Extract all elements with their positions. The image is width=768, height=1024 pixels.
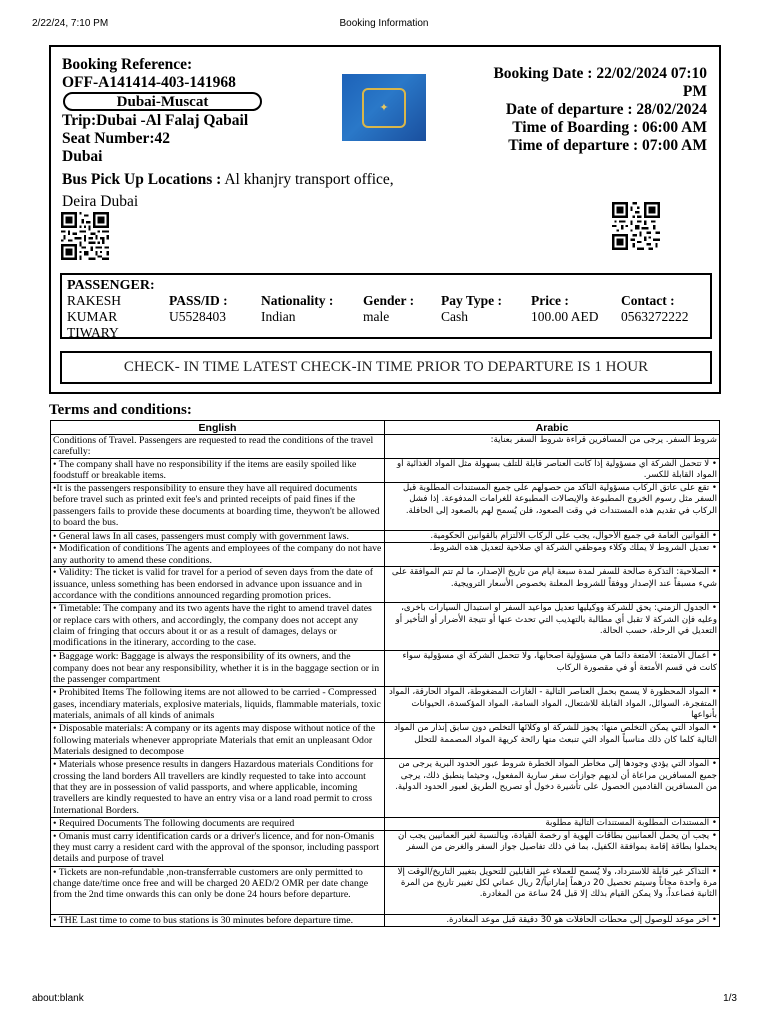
- term-arabic: شروط السفر. يرجى من المسافرين قراءة شروط السفر بعناية:: [385, 435, 720, 459]
- departure-time: Time of departure : 07:00 AM: [508, 137, 707, 154]
- term-arabic: • المستندات المطلوبة المستندات التالية مطلوبة: [385, 818, 720, 830]
- term-english: • Timetable: The company and its two agents have the right to amend travel dates or replace cars with others, and accordingly, the company does not accept any claim of fringing that occurs about it or as a result of damages, delays or modifications in the itinerary, according to the case.: [51, 603, 385, 651]
- print-url: about:blank: [32, 993, 84, 1004]
- column-header-english: English: [51, 421, 385, 435]
- nationality-value: Indian: [261, 309, 296, 324]
- term-arabic: • الجدول الزمني: يحق للشركة ووكيليها تعديل مواعيد السفر أو استبدال السيارات بأخرى، وعليه فإن الشركة لا تقبل أي مطالبة بالتهذيب التي تحدث عنها أو نتيجة الأضرار أو التأخير أو التعديل في الرحلة، حسب الحالة.: [385, 603, 720, 651]
- pay-type-label: Pay Type :: [441, 293, 503, 308]
- table-row: [51, 651, 720, 687]
- terms-header-row: [51, 421, 720, 435]
- term-arabic: • آخر موعد للوصول إلى محطات الحافلات هو 30 دقيقة قبل موعد المغادرة.: [385, 914, 720, 926]
- pay-type-value: Cash: [441, 309, 468, 324]
- pickup-location: [62, 169, 402, 213]
- passenger-pay-type: [441, 293, 502, 325]
- gender-value: male: [363, 309, 390, 324]
- qr-code-icon: [61, 212, 109, 260]
- contact-value: 0563272222: [621, 309, 689, 324]
- term-english: • Validity: The ticket is valid for travel for a period of seven days from the date of issuance, unless something has been endorsed in advance upon issuance and in accordance with the conditions announced regarding promotion prices.: [51, 567, 385, 603]
- passenger-contact: [621, 293, 689, 325]
- term-english: • THE Last time to come to bus stations is 30 minutes before departure time.: [51, 914, 385, 926]
- booking-date: Booking Date : 22/02/2024 07:10: [493, 65, 707, 82]
- passenger-name: [67, 293, 121, 341]
- booking-reference: [62, 56, 236, 92]
- table-row: [51, 603, 720, 651]
- term-arabic: • المواد التي يمكن التخلص منها: يجوز للشركة أو وكلائها التخلص دون سابق إنذار من المواد التالية كلما كان ذلك مناسباً المواد التي تنبعث منها رائحة كريهة المواد المصممة للتحلل: [385, 723, 720, 759]
- gender-label: Gender :: [363, 293, 415, 308]
- term-english: • General laws In all cases, passengers must comply with government laws.: [51, 530, 385, 542]
- term-arabic: • التذاكر غير قابلة للاسترداد، ولا يُسمح للعملاء غير القابلين للتحويل بتغيير التاريخ/الوقت إلا مرة واحدة مجاناً وسيتم تحصيل 20 درهماً إماراتياً/2 ريال عماني لكل تغيير تاريخ من المرة الثانية فصاعداً، ولا يمكن القيام بذلك إلا قبل 24 ساعة من المغادرة.: [385, 866, 720, 914]
- table-row: [51, 830, 720, 866]
- passenger-nationality: [261, 293, 333, 325]
- term-english: • Modification of conditions The agents and employees of the company do not have any authority to amend these conditions.: [51, 543, 385, 567]
- term-arabic: • المواد التي يؤدي وجودها إلى مخاطر المواد الخطرة شروط عبور الحدود البرية يرجى من جميع المسافرين مراعاة أن لديهم جوازات سفر سارية المفعول، وحيثما ينطبق ذلك، يرجى من المسافرين القادمين الحصول على تأشيرة دخول أو تصريح الطريق لعبور الحدود الدولية.: [385, 759, 720, 818]
- price-label: Price :: [531, 293, 569, 308]
- term-english: Conditions of Travel. Passengers are requested to read the conditions of the travel carefully:: [51, 435, 385, 459]
- term-arabic: • المواد المحظورة لا يسمح بحمل العناصر التالية - الغازات المضغوطة، المواد الحارقة، المواد المتفجرة، السوائل، المواد القابلة للاشتعال، المواد السامة، المواد المؤكسدة، الحيوانات بأنواعها: [385, 687, 720, 723]
- term-english: • Prohibited Items The following items are not allowed to be carried - Compressed gases, incendiary materials, explosive materials, liquids, flammable materials, toxic materials, animals of all kinds of animals: [51, 687, 385, 723]
- print-date-time: 2/22/24, 7:10 PM: [32, 18, 109, 29]
- table-row: [51, 914, 720, 926]
- booking-reference-value: OFF-A141414-403-141968: [62, 74, 236, 91]
- booking-date-ampm: PM: [682, 83, 707, 100]
- term-english: • Disposable materials: A company or its agents may dispose without notice of the following materials whenever appropriate Materials that emit an unpleasant Odor Materials designed to decompose: [51, 723, 385, 759]
- terms-table: [50, 420, 720, 927]
- column-header-arabic: Arabic: [385, 421, 720, 435]
- passenger-price: [531, 293, 599, 325]
- table-row: [51, 759, 720, 818]
- term-arabic: • أعمال الأمتعة: الأمتعة دائماً هي مسؤولية أصحابها، ولا تتحمل الشركة أي مسؤولية سواء كانت في قسم الأمتعة أو في مقصورة الركاب: [385, 651, 720, 687]
- passenger-gender: [363, 293, 414, 325]
- table-row: [51, 818, 720, 830]
- print-page-title: Booking Information: [339, 18, 429, 29]
- table-row: [51, 482, 720, 530]
- term-english: • Required Documents The following documents are required: [51, 818, 385, 830]
- city: Dubai: [62, 148, 103, 165]
- passenger-name-line: RAKESH: [67, 293, 122, 308]
- nationality-label: Nationality :: [261, 293, 334, 308]
- table-row: [51, 530, 720, 542]
- passenger-title: PASSENGER:: [67, 278, 155, 293]
- term-english: • Tickets are non-refundable ,non-transferrable customers are only permitted to change date/time once free and will be charged 20 AED/2 OMR per date change from the 2nd time onwards this can only be done 24 hours before departure.: [51, 866, 385, 914]
- pass-id-value: U5528403: [169, 309, 226, 324]
- passenger-box: [60, 273, 712, 339]
- boarding-time: Time of Boarding : 06:00 AM: [512, 119, 707, 136]
- company-logo: [342, 74, 426, 141]
- trip-line: Trip:Dubai -Al Falaj Qabail: [62, 112, 249, 129]
- terms-title: Terms and conditions:: [49, 402, 192, 418]
- table-row: [51, 687, 720, 723]
- pickup-value: Al khanjry transport office, Deira Dubai: [62, 171, 394, 210]
- term-arabic: • تقع على عاتق الركاب مسؤولية التأكد من حصولهم على جميع المستندات المطلوبة قبل السفر مثل رسوم الخروج المطبوعة والإيصالات المطبوعة للغرامات المدفوعة. إذا فشل الركاب في تقديم هذه المستندات في وقت الصعود، فلن يُسمح لهم بالصعود إلى الحافلة.: [385, 482, 720, 530]
- term-english: • Materials whose presence results in dangers Hazardous materials Conditions for crossing the land borders All travellers are kindly requested to take into account that they are in possession of valid passports, and where applicable, incoming travellers are kindly requested to have an entry visa or a land road permit to cross International Borders.: [51, 759, 385, 818]
- passenger-name-line: KUMAR: [67, 309, 118, 324]
- term-english: • Baggage work: Baggage is always the responsibility of its owners, and the company does not bear any responsibility, whether it is in the baggage section or in the passenger compartment: [51, 651, 385, 687]
- table-row: [51, 866, 720, 914]
- term-english: • Omanis must carry identification cards or a driver's licence, and for non-Omanis they must carry a resident card with the approval of the sponsor, including passport details and purpose of travel: [51, 830, 385, 866]
- term-english: • The company shall have no responsibility if the items are easily spoiled like foodstuff or breakable items.: [51, 458, 385, 482]
- term-arabic: • تعديل الشروط لا يملك وكلاء وموظفي الشركة أي صلاحية لتعديل هذه الشروط.: [385, 543, 720, 567]
- departure-date: Date of departure : 28/02/2024: [505, 101, 707, 118]
- contact-label: Contact :: [621, 293, 675, 308]
- term-arabic: • يجب أن يحمل العمانيين بطاقات الهوية أو رخصة القيادة، وبالنسبة لغير العمانيين يجب أن يحملوا بطاقة إقامة بموافقة الكفيل، بما في ذلك تفاصيل جواز السفر والغرض من السفر: [385, 830, 720, 866]
- term-arabic: • القوانين العامة في جميع الأحوال، يجب على الركاب الالتزام بالقوانين الحكومية.: [385, 530, 720, 542]
- table-row: [51, 458, 720, 482]
- term-arabic: • لا تتحمل الشركة أي مسؤولية إذا كانت العناصر قابلة للتلف بسهولة مثل المواد الغذائية أو المواد القابلة للكسر.: [385, 458, 720, 482]
- table-row: [51, 567, 720, 603]
- price-value: 100.00 AED: [531, 309, 599, 324]
- pickup-label: Bus Pick Up Locations :: [62, 171, 222, 188]
- table-row: [51, 435, 720, 459]
- qr-code-icon: [612, 202, 660, 250]
- table-row: [51, 543, 720, 567]
- passenger-name-line: TIWARY: [67, 325, 119, 340]
- passenger-pass-id: [169, 293, 228, 325]
- checkin-notice: CHECK- IN TIME LATEST CHECK-IN TIME PRIOR TO DEPARTURE IS 1 HOUR: [60, 351, 712, 384]
- seat-number: Seat Number:42: [62, 130, 171, 147]
- pass-id-label: PASS/ID :: [169, 293, 228, 308]
- print-page-number: 1/3: [723, 993, 737, 1004]
- route-badge: Dubai-Muscat: [63, 92, 262, 111]
- ticket-box: [49, 45, 721, 394]
- term-arabic: • الصلاحية: التذكرة صالحة للسفر لمدة سبعة أيام من تاريخ الإصدار، ما لم تتم الموافقة على شيء مسبقاً عند الإصدار ووفقاً للشروط المعلنة بخصوص الأسعار الترويجية.: [385, 567, 720, 603]
- term-english: •It is the passengers responsibility to ensure they have all required documents before travel such as printed exit fee's and printed receipts of paid fines if the passengers fails to provide these documents at boarding time, theywon't be allowed to board the bus.: [51, 482, 385, 530]
- booking-reference-label: Booking Reference:: [62, 56, 193, 73]
- booking-times: [457, 65, 707, 155]
- logo-emblem-icon: ✦: [362, 88, 406, 128]
- trip-details: [62, 112, 248, 166]
- table-row: [51, 723, 720, 759]
